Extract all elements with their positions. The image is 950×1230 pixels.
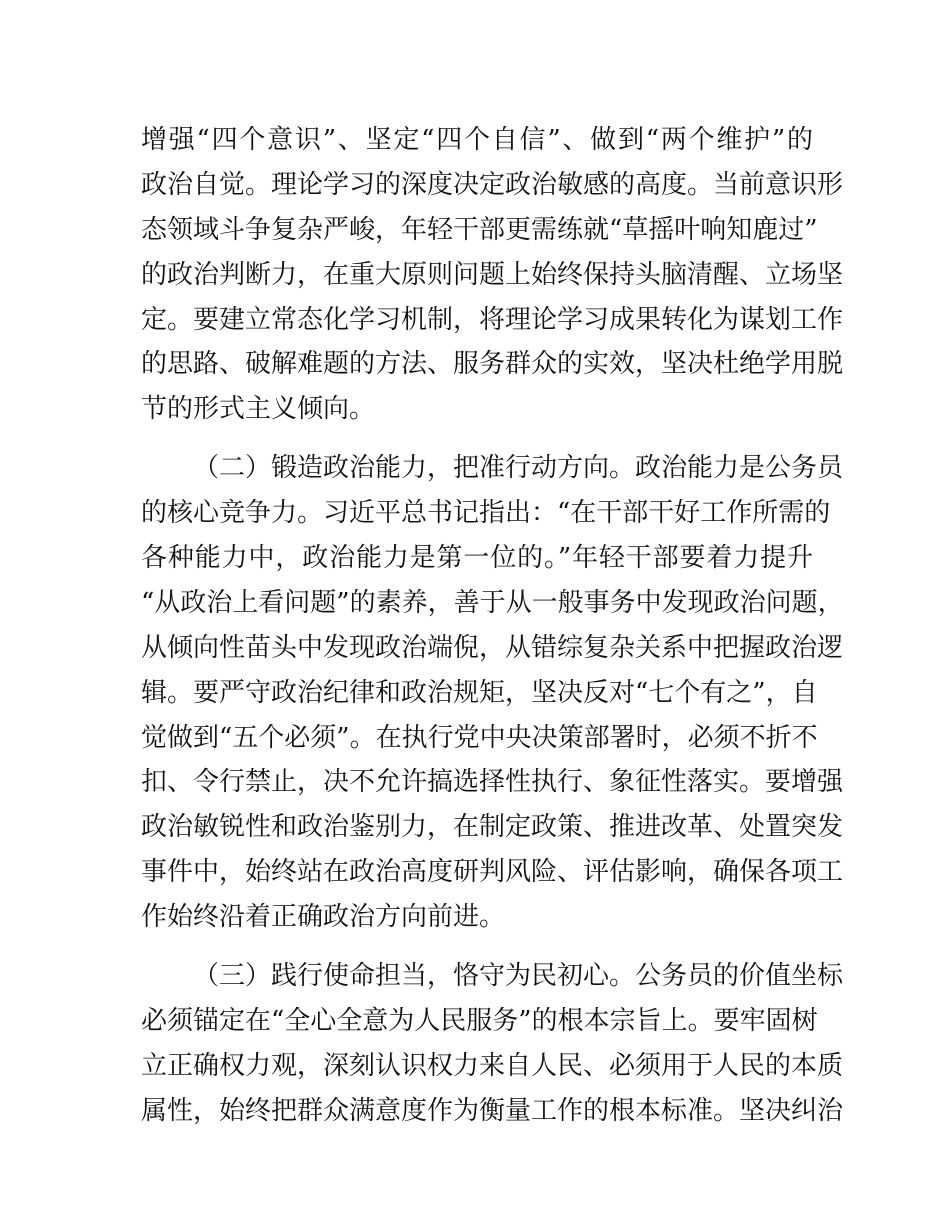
text-line: 定。要建立常态化学习机制，将理论学习成果转化为谋划工作 bbox=[141, 304, 844, 335]
text-line: 立正确权力观，深刻认识权力来自人民、必须用于人民的本质 bbox=[141, 1050, 844, 1081]
text-line: 属性，始终把群众满意度作为衡量工作的根本标准。坚决纠治 bbox=[141, 1095, 844, 1126]
text-line: 态领域斗争复杂严峻，年轻干部更需练就“草摇叶响知鹿过” bbox=[141, 214, 818, 245]
text-line: 政治自觉。理论学习的深度决定政治敏感的高度。当前意识形 bbox=[141, 169, 844, 200]
paragraph-political-ability bbox=[141, 446, 844, 940]
text-line: 辑。要严守政治纪律和政治规矩，坚决反对“七个有之”，自 bbox=[141, 677, 818, 708]
text-line: “从政治上看问题”的素养，善于从一般事务中发现政治问题， bbox=[141, 587, 844, 618]
text-line: 从倾向性苗头中发现政治端倪，从错综复杂关系中把握政治逻 bbox=[141, 632, 844, 663]
text-line: 必须锚定在“全心全意为人民服务”的根本宗旨上。要牢固树 bbox=[141, 1005, 818, 1036]
text-line: 政治敏锐性和政治鉴别力，在制定政策、推进改革、处置突发 bbox=[141, 812, 844, 843]
text-line: 事件中，始终站在政治高度研判风险、评估影响，确保各项工 bbox=[141, 857, 844, 888]
text-line: （三）践行使命担当，恪守为民初心。公务员的价值坐标 bbox=[193, 961, 844, 992]
text-line: 觉做到“五个必须”。在执行党中央决策部署时，必须不折不 bbox=[141, 722, 818, 753]
text-line: 扣、令行禁止，决不允许搞选择性执行、象征性落实。要增强 bbox=[141, 767, 844, 798]
text-line: 增强“四个意识”、坚定“四个自信”、做到“两个维护”的 bbox=[141, 125, 813, 155]
document-body bbox=[141, 118, 844, 1134]
paragraph-continued bbox=[141, 118, 844, 432]
text-line: 的政治判断力，在重大原则问题上始终保持头脑清醒、立场坚 bbox=[141, 259, 844, 290]
text-line: 的核心竞争力。习近平总书记指出：“在干部干好工作所需的 bbox=[141, 498, 831, 529]
text-line: （二）锻造政治能力，把准行动方向。政治能力是公务员 bbox=[193, 453, 844, 484]
text-line: 作始终沿着正确政治方向前进。 bbox=[141, 902, 506, 933]
text-line: 的思路、破解难题的方法、服务群众的实效，坚决杜绝学用脱 bbox=[141, 349, 844, 380]
text-line: 节的形式主义倾向。 bbox=[141, 394, 376, 425]
text-line: 各种能力中，政治能力是第一位的。”年轻干部要着力提升 bbox=[141, 543, 813, 574]
paragraph-mission bbox=[141, 954, 844, 1134]
